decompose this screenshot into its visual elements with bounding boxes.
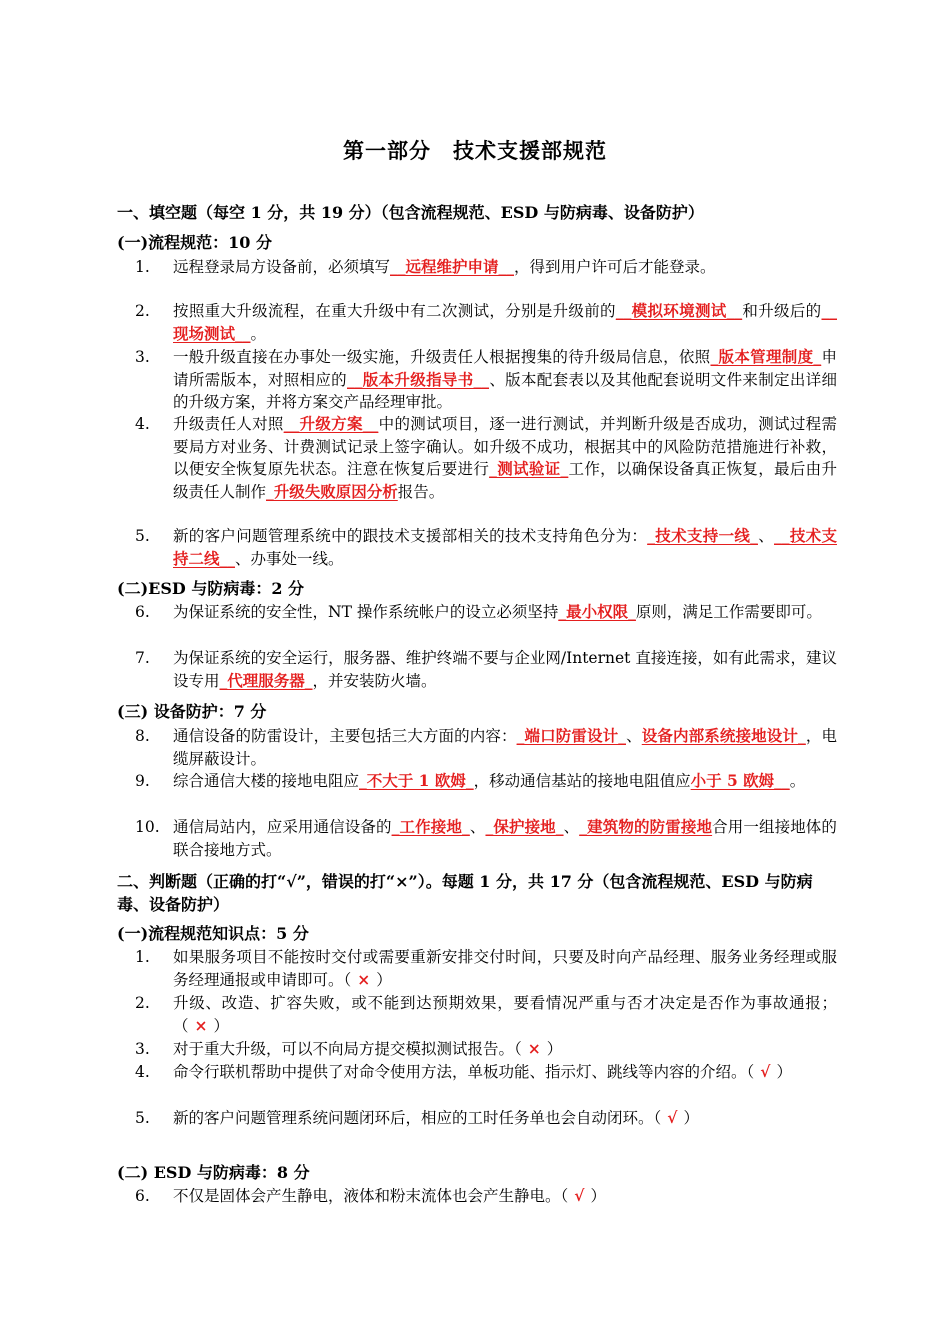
item-text: 新的客户问题管理系统中的跟技术支援部相关的技术支持角色分为：_技术支持一线_、__技术支持二线__、办事处一线。 (173, 526, 837, 568)
check-mark: √ (574, 1186, 585, 1205)
item-number: 6. (135, 1187, 150, 1205)
item-number: 9. (135, 772, 150, 790)
answer: __现场测试__ (173, 301, 837, 343)
answer: __远程维护申请__ (390, 257, 515, 276)
item-text: 通信局站内，应采用通信设备的_工作接地_、_保护接地_、_建筑物的防雷接地合用一组接地体的联合接地方式。 (173, 817, 837, 859)
answer: _测试验证_ (489, 459, 569, 479)
answer: _保护接地_ (485, 817, 564, 836)
item-number: 3. (135, 1040, 150, 1058)
item-number: 4. (135, 1063, 150, 1081)
item-text: 远程登录局方设备前，必须填写__远程维护申请__，得到用户许可后才能登录。 (173, 257, 716, 276)
item-number: 1. (135, 948, 150, 966)
answer: _版本管理制度_ (710, 347, 822, 366)
item-text: 综合通信大楼的接地电阻应_不大于 1 欧姆_，移动通信基站的接地电阻值应小于 5 欧姆__。 (173, 771, 806, 790)
item-text: 不仅是固体会产生静电，液体和粉末流体也会产生静电。（ √ ） (173, 1186, 606, 1205)
cross-mark: × (194, 1015, 208, 1035)
answer: _最小权限_ (558, 602, 636, 621)
item-number: 2. (135, 994, 150, 1012)
section-heading-fill-blank: 一、填空题（每空 1 分，共 19 分）（包含流程规范、ESD 与防病毒、设备防护） (117, 203, 704, 222)
item-text: 为保证系统的安全性，NT 操作系统帐户的设立必须坚持_最小权限_原则，满足工作需要即可。 (173, 602, 822, 621)
page-title: 第一部分 技术支援部规范 (343, 138, 607, 163)
item-text: 为保证系统的安全运行，服务器、维护终端不要与企业网/Internet 直接连接，如有此需求，建议设专用_代理服务器_，并安装防火墙。 (173, 649, 837, 690)
item-number: 8. (135, 727, 150, 745)
answer: __升级方案__ (283, 414, 379, 433)
subsection-esd: (二)ESD 与防病毒：2 分 (117, 579, 305, 598)
answer: _端口防雷设计_ (516, 726, 626, 745)
check-mark: √ (667, 1108, 678, 1127)
item-text: 通信设备的防雷设计，主要包括三大方面的内容：_端口防雷设计_、设备内部系统接地设计_，电缆屏蔽设计。 (173, 726, 837, 768)
check-mark: √ (760, 1062, 771, 1081)
cross-mark: × (357, 969, 371, 989)
cross-mark: × (527, 1039, 541, 1058)
section-heading-true-false: 二、判断题（正确的打“√”，错误的打“×”）。每题 1 分，共 17 分（包含流程规范、ESD 与防病毒、设备防护） (117, 872, 813, 914)
item-number: 2. (135, 302, 150, 320)
subsection-process: (一)流程规范：10 分 (117, 233, 272, 252)
answer: _技术支持一线_ (647, 526, 758, 545)
item-text: 升级责任人对照__升级方案__中的测试项目，逐一进行测试，并判断升级是否成功，测试过程需要局方对业务、计费测试记录上签字确认。如升级不成功，根据其中的风险防范措施进行补救，以便安全恢复原先状态。注意在恢复后要进行_测试验证_工作，以确保设备真正恢复，最后由升级责任人制作_升级失败原因分析报告。 (173, 414, 837, 501)
item-number: 5. (135, 1109, 150, 1127)
item-number: 3. (135, 348, 150, 366)
subsection-esd-points: (二) ESD 与防病毒：8 分 (117, 1163, 310, 1182)
answer: _升级失败原因分析 (266, 481, 398, 501)
item-text: 升级、改造、扩容失败，或不能到达预期效果，要看情况严重与否才决定是否作为事故通报；（ × ） (173, 994, 837, 1035)
answer: __版本升级指导书__ (346, 369, 490, 389)
answer: __技术支持二线__ (173, 526, 837, 568)
answer: 设备内部系统接地设计_ (641, 726, 806, 745)
item-number: 7. (135, 649, 150, 667)
item-number: 10. (135, 818, 160, 836)
item-text: 新的客户问题管理系统问题闭环后，相应的工时任务单也会自动闭环。（ √ ） (173, 1108, 699, 1127)
item-number: 5. (135, 527, 150, 545)
subsection-process-points: (一)流程规范知识点：5 分 (117, 924, 309, 943)
item-text: 命令行联机帮助中提供了对命令使用方法，单板功能、指示灯、跳线等内容的介绍。（ √ ） (173, 1062, 792, 1081)
answer: _建筑物的防雷接地 (579, 817, 713, 836)
item-text: 如果服务项目不能按时交付或需要重新安排交付时间，只要及时向产品经理、服务业务经理或服务经理通报或申请即可。（ × ） (173, 948, 837, 989)
item-number: 1. (135, 258, 150, 276)
subsection-device: (三) 设备防护：7 分 (117, 702, 267, 721)
item-number: 6. (135, 603, 150, 621)
item-text: 按照重大升级流程，在重大升级中有二次测试，分别是升级前的__模拟环境测试__和升级后的__现场测试__。 (173, 301, 837, 343)
answer: __模拟环境测试__ (615, 301, 743, 320)
item-text: 一般升级直接在办事处一级实施，升级责任人根据搜集的待升级局信息，依照_版本管理制度_申请所需版本，对照相应的__版本升级指导书__、版本配套表以及其他配套说明文件来制定出详细的升级方案，并将方案交产品经理审批。 (173, 347, 837, 412)
item-text: 对于重大升级，可以不向局方提交模拟测试报告。（ × ） (173, 1039, 563, 1058)
answer: _工作接地_ (391, 817, 470, 836)
answer: _不大于 1 欧姆_ (359, 771, 474, 790)
item-number: 4. (135, 415, 150, 433)
answer: _代理服务器_ (219, 670, 313, 690)
answer: 小于 5 欧姆__ (690, 771, 790, 790)
